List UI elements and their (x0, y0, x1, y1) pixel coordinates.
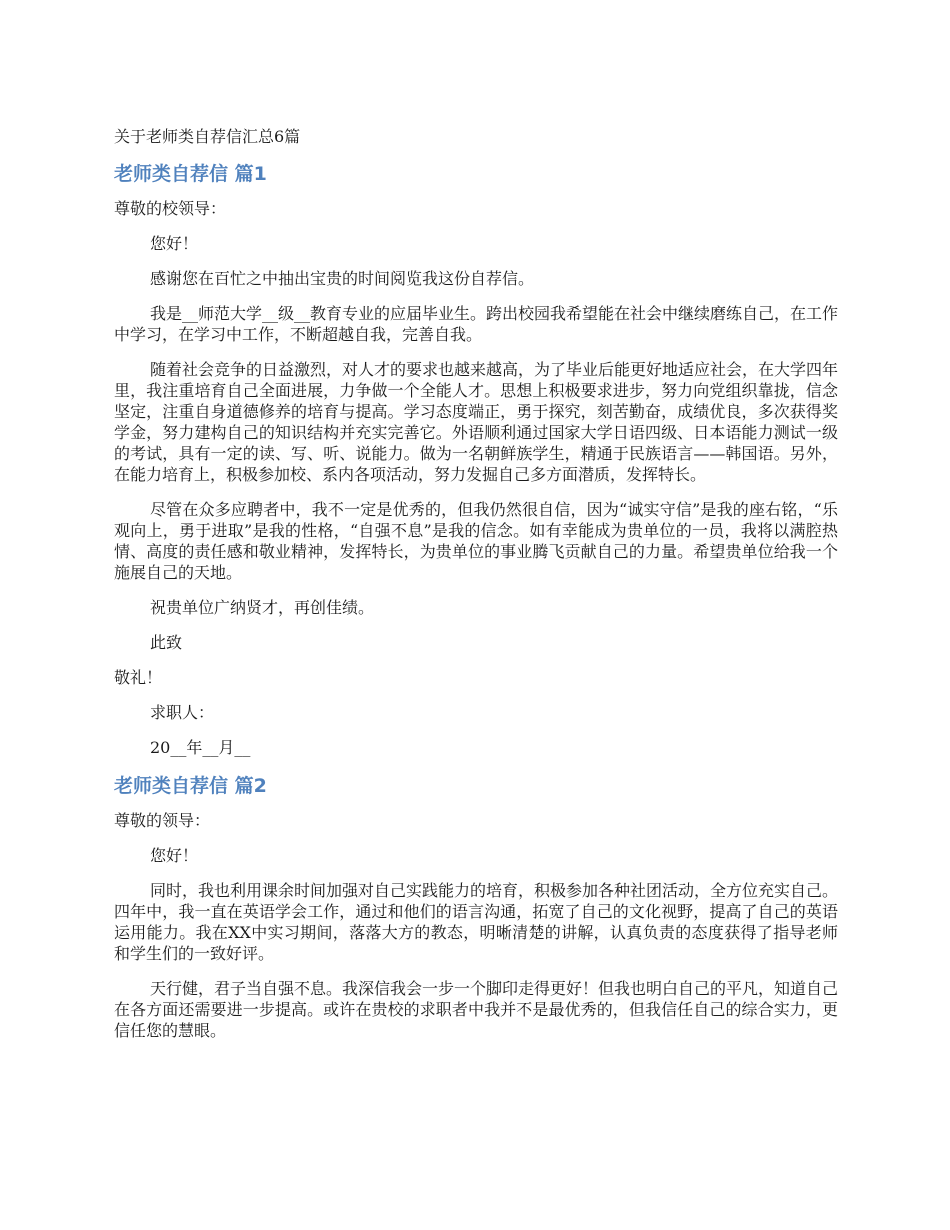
date: 20__年__月__ (150, 738, 251, 757)
salutation: 尊敬的领导： (114, 811, 211, 830)
paragraph: 同时，我也利用课余时间加强对自己实践能力的培育，积极参加各种社团活动，全方位充实自己。四年中，我一直在英语学会工作，通过和他们的语言沟通，拓宽了自己的文化视野，提高了自己的英语运用能力。我在XX中实习期间，落落大方的教态，明晰清楚的讲解，认真负责的态度获得了指导老师和学生们的一致好评。 (114, 881, 839, 963)
document-page (114, 124, 838, 1055)
section-heading: 老师类自荐信 篇2 (114, 775, 267, 797)
paragraph: 随着社会竞争的日益激烈，对人才的要求也越来越高，为了毕业后能更好地适应社会，在大学四年里，我注重培育自己全面进展，力争做一个全能人才。思想上积极要求进步，努力向党组织靠拢，信念坚定，注重自身道德修养的培育与提高。学习态度端正，勇于探究，刻苦勤奋，成绩优良，多次获得奖学金，努力建构自己的知识结构并充实完善它。外语顺利通过国家大学日语四级、日本语能力测试一级的考试，具有一定的读、写、听、说能力。做为一名朝鲜族学生，精通于民族语言——韩国语。另外，在能力培育上，积极参加校、系内各项活动，努力发掘自己多方面潜质，发挥特长。 (114, 360, 839, 484)
closing: 敬礼！ (114, 668, 163, 687)
greeting: 您好！ (150, 846, 199, 865)
paragraph: 感谢您在百忙之中抽出宝贵的时间阅览我这份自荐信。 (150, 269, 535, 288)
paragraph: 尽管在众多应聘者中，我不一定是优秀的，但我仍然很自信，因为“诚实守信”是我的座右铭，“乐观向上，勇于进取”是我的性格，“自强不息”是我的信念。如有幸能成为贵单位的一员，我将以满腔热情、高度的责任感和敬业精神，发挥特长，为贵单位的事业腾飞贡献自己的力量。希望贵单位给我一个施展自己的天地。 (114, 500, 838, 582)
section-heading: 老师类自荐信 篇1 (114, 163, 267, 185)
section-2 (114, 772, 838, 1041)
salutation: 尊敬的校领导： (114, 199, 227, 218)
paragraph: 此致 (150, 633, 183, 652)
signature: 求职人： (150, 703, 215, 722)
paragraph: 祝贵单位广纳贤才，再创佳绩。 (150, 598, 375, 617)
paragraph: 天行健，君子当自强不息。我深信我会一步一个脚印走得更好！但我也明白自己的平凡，知道自己在各方面还需要进一步提高。或许在贵校的求职者中我并不是最优秀的，但我信任自己的综合实力，更信任您的慧眼。 (114, 979, 839, 1040)
section-1 (114, 160, 838, 758)
document-title: 关于老师类自荐信汇总6篇 (114, 127, 301, 146)
greeting: 您好！ (150, 234, 199, 253)
paragraph: 我是__师范大学__级__教育专业的应届毕业生。跨出校园我希望能在社会中继续磨练自己，在工作中学习，在学习中工作，不断超越自我，完善自我。 (114, 304, 839, 344)
